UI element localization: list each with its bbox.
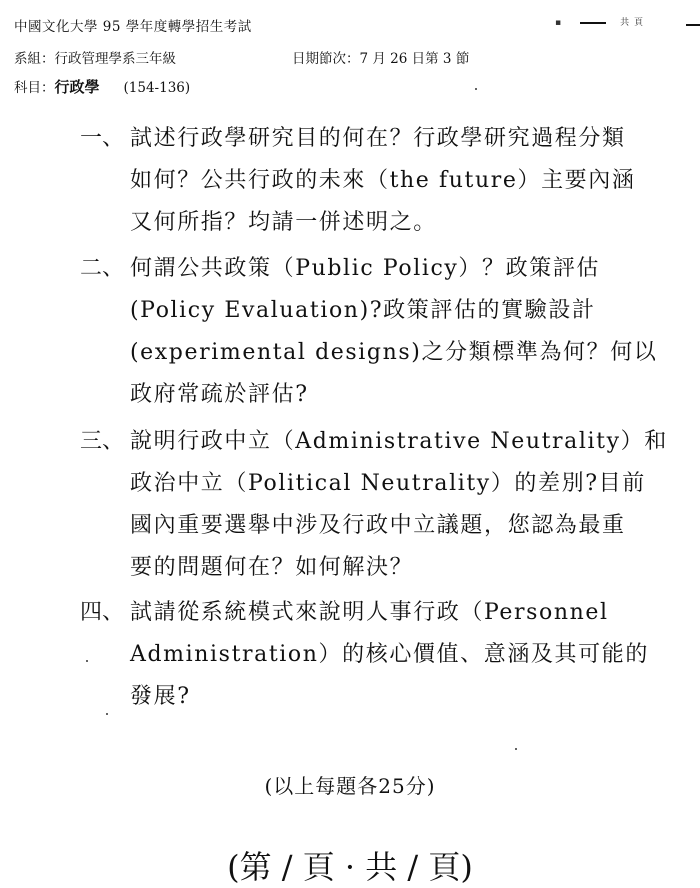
question-number: 一、 [80, 126, 125, 151]
page-mark-label: 共 [620, 18, 631, 28]
date-label: 日期節次： [292, 51, 360, 67]
question-number: 四、 [80, 600, 125, 625]
question-line: 國內重要選舉中涉及行政中立議題，您認為最重 [130, 513, 626, 538]
question-number: 二、 [80, 256, 125, 281]
subject-label: 科目： [14, 80, 55, 96]
department-value: 行政管理學系三年級 [54, 51, 176, 67]
page-number: (第 / 頁 · 共 / 頁) [227, 848, 473, 886]
question-line: (experimental designs)之分類標準為何？何以 [130, 340, 658, 365]
question-line: 如何？公共行政的未來（the future）主要內涵 [130, 168, 636, 193]
question-4 [80, 592, 684, 722]
stray-mark [475, 88, 477, 90]
date-line [292, 47, 469, 67]
question-line: 試請從系統模式來說明人事行政（Personnel [130, 600, 609, 625]
page-mark-count: 頁 [634, 18, 645, 28]
page-mark-dash [580, 22, 606, 24]
department-line [14, 47, 176, 67]
question-3 [80, 421, 684, 591]
page-mark [555, 15, 644, 28]
score-note: (以上每題各25分) [264, 774, 436, 798]
question-2 [80, 248, 684, 418]
date-value: 7 月 26 日第 3 節 [359, 51, 470, 67]
question-line: 政府常疏於評估? [130, 382, 309, 407]
page-mark-dot: ▪ [555, 18, 563, 28]
question-line: 發展? [130, 684, 191, 709]
question-line: (Policy Evaluation)?政策評估的實驗設計 [130, 298, 596, 323]
subject-code: (154-136) [123, 80, 191, 96]
subject-line [14, 76, 190, 97]
stray-mark [515, 748, 517, 750]
edge-dash [686, 24, 700, 26]
question-line: 要的問題何在？如何解決？ [130, 555, 414, 580]
department-label: 系組： [14, 51, 55, 67]
question-line: 又何所指？均請一併述明之。 [130, 210, 437, 235]
question-line: 政治中立（Political Neutrality）的差別?目前 [130, 471, 646, 496]
question-line: 說明行政中立（Administrative Neutrality）和 [130, 429, 668, 454]
subject-name: 行政學 [54, 78, 100, 96]
question-line: Administration）的核心價值、意涵及其可能的 [130, 642, 649, 667]
question-1 [80, 118, 684, 248]
question-number: 三、 [80, 429, 125, 454]
question-line: 何謂公共政策（Public Policy）？政策評估 [130, 256, 601, 281]
question-line: 試述行政學研究目的何在？行政學研究過程分類 [130, 126, 626, 151]
exam-title: 中國文化大學 95 學年度轉學招生考試 [14, 19, 252, 35]
